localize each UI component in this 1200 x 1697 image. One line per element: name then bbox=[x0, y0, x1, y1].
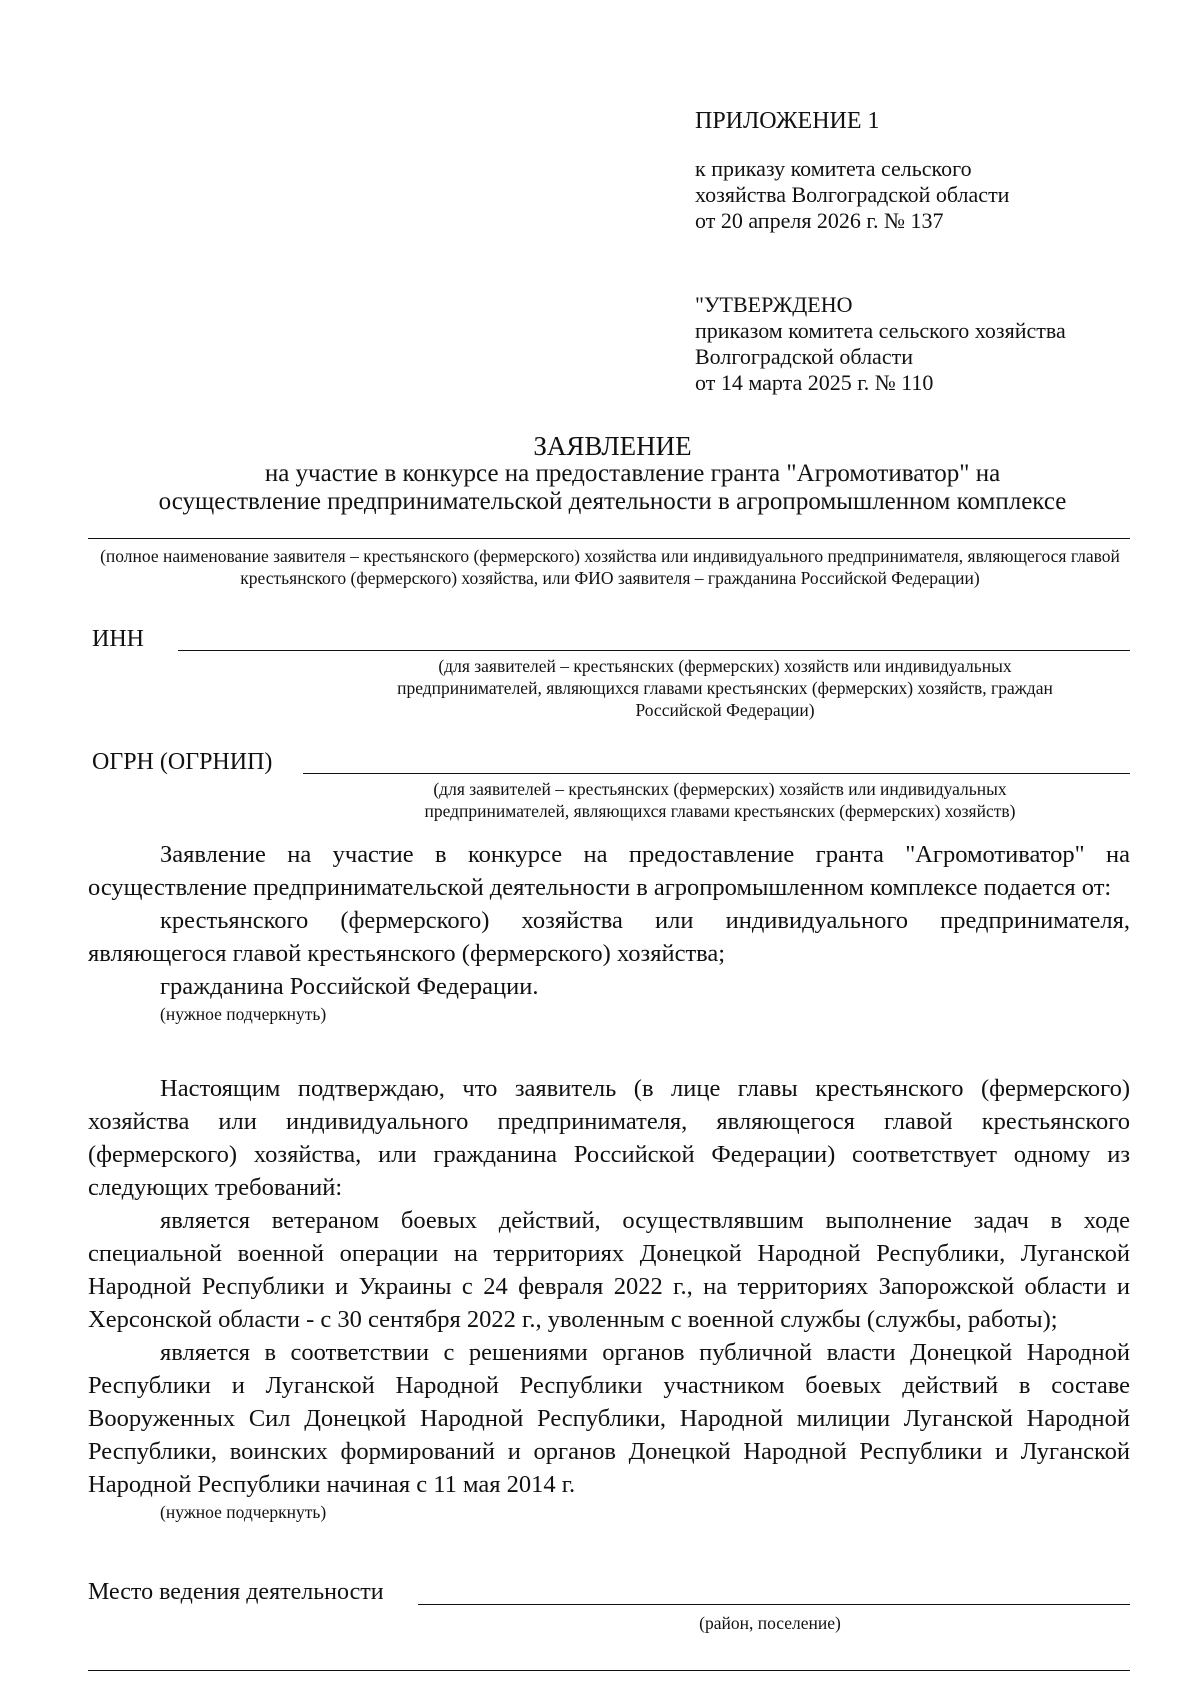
approved-line: от 14 марта 2025 г. № 110 bbox=[695, 370, 934, 395]
ogrn-note: (для заявителей – крестьянских (фермерских) хозяйств или индивидуальных предпринимателей, являющихся главами крестьянских (фермерских) хозяйств) bbox=[424, 779, 1016, 821]
document-heading bbox=[95, 432, 1130, 516]
order-line: к приказу комитета сельского bbox=[695, 156, 972, 181]
location-field-line[interactable] bbox=[418, 1604, 1130, 1605]
submitted-section bbox=[88, 838, 1130, 1025]
approved-title: "УТВЕРЖДЕНО bbox=[695, 292, 853, 317]
inn-field-line[interactable] bbox=[178, 650, 1130, 651]
underline-hint: (нужное подчеркнуть) bbox=[160, 1004, 327, 1024]
submitted-option-farm: крестьянского (фермерского) хозяйства или индивидуального предпринимателя, являющегося главой крестьянского (фермерского) хозяйства; bbox=[88, 907, 1130, 967]
ogrn-field-line[interactable] bbox=[303, 773, 1130, 774]
inn-label: ИНН bbox=[92, 626, 144, 652]
heading-line: осуществление предпринимательской деятельности в агропромышленном комплексе bbox=[158, 488, 1067, 515]
ogrn-label: ОГРН (ОГРНИП) bbox=[92, 749, 273, 775]
order-line: хозяйства Волгоградской области bbox=[695, 182, 1010, 207]
applicant-note: (полное наименование заявителя – крестьянского (фермерского) хозяйства или индивидуального предпринимателя, являющегося главой крестьянского (фермерского) хозяйства, или ФИО заявителя – гражданина Российской Федерации) bbox=[100, 546, 1120, 588]
location-note: (район, поселение) bbox=[699, 1613, 841, 1633]
confirmation-intro: Настоящим подтверждаю, что заявитель (в лице главы крестьянского (фермерского) хозяйства или индивидуального предпринимателя, являющегося главой крестьянского (фермерского) хозяйства, или гражданина Российской Федерации) соответствует одному из следующих требований: bbox=[88, 1075, 1130, 1201]
order-reference bbox=[695, 156, 1009, 234]
document-title: ЗАЯВЛЕНИЕ bbox=[533, 431, 692, 461]
approved-block bbox=[695, 292, 1066, 396]
appendix-title: ПРИЛОЖЕНИЕ 1 bbox=[695, 108, 880, 134]
submitted-intro: Заявление на участие в конкурсе на предоставление гранта "Агромотиватор" на осуществление предпринимательской деятельности в агропромышленном комплексе подается от: bbox=[88, 841, 1130, 901]
requirement-participant: является в соответствии с решениями органов публичной власти Донецкой Народной Республики и Луганской Народной Республики участником боевых действий в составе Вооруженных Сил Донецкой Народной Республики, Народной милиции Луганской Народной Республики, воинских формирований и органов Донецкой Народной Республики и Луганской Народной Республики начиная с 11 мая 2014 г. bbox=[88, 1339, 1130, 1498]
submitted-option-citizen: гражданина Российской Федерации. bbox=[160, 973, 539, 1000]
order-line: от 20 апреля 2026 г. № 137 bbox=[695, 208, 944, 233]
location-extra-line[interactable] bbox=[88, 1670, 1130, 1671]
heading-line: на участие в конкурсе на предоставление гранта "Агромотиватор" на bbox=[264, 460, 1001, 487]
approved-line: приказом комитета сельского хозяйства bbox=[695, 318, 1066, 343]
inn-note: (для заявителей – крестьянских (фермерских) хозяйств или индивидуальных предпринимателей, являющихся главами крестьянских (фермерских) хозяйств, граждан Российской Федерации) bbox=[397, 656, 1053, 720]
confirmation-section bbox=[88, 1072, 1130, 1523]
location-label: Место ведения деятельности bbox=[88, 1579, 384, 1605]
requirement-veteran: является ветераном боевых действий, осуществлявшим выполнение задач в ходе специальной военной операции на территориях Донецкой Народной Республики, Луганской Народной Республики и Украины с 24 февраля 2022 г., на территориях Запорожской области и Херсонской области - с 30 сентября 2022 г., уволенным с военной службы (службы, работы); bbox=[88, 1207, 1130, 1333]
appendix-block bbox=[695, 108, 1009, 234]
underline-hint: (нужное подчеркнуть) bbox=[160, 1502, 327, 1522]
applicant-name-line[interactable] bbox=[88, 538, 1130, 539]
approved-line: Волгоградской области bbox=[695, 344, 913, 369]
